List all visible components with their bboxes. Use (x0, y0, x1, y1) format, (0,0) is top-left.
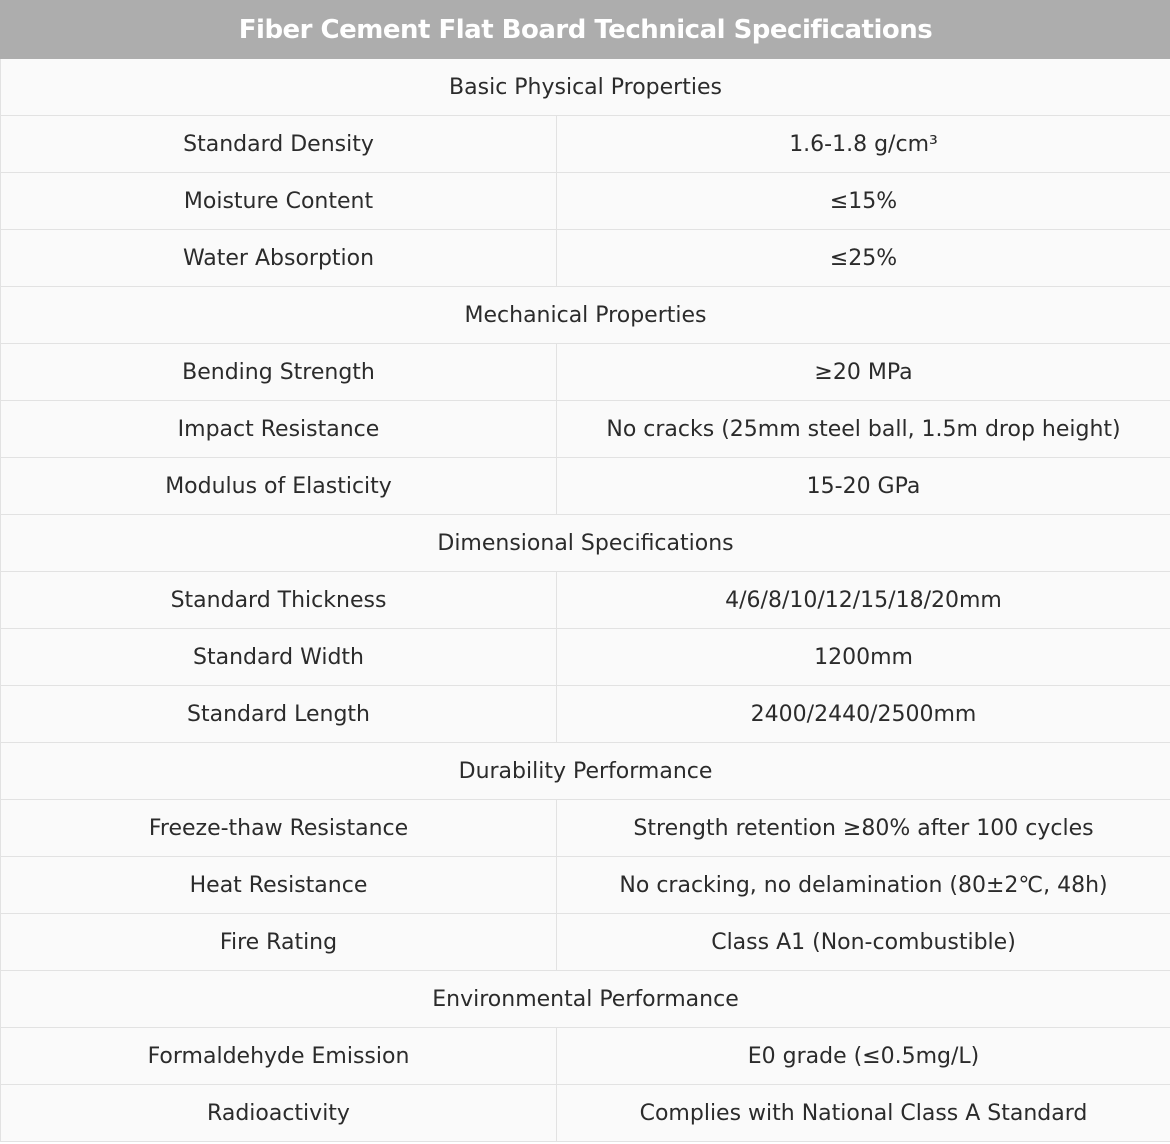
spec-label: Bending Strength (1, 344, 557, 401)
spec-label: Modulus of Elasticity (1, 458, 557, 515)
table-row (1, 629, 1170, 686)
section-header-row (1, 971, 1170, 1028)
table-title-row (1, 1, 1170, 59)
spec-value: E0 grade (≤0.5mg/L) (557, 1028, 1170, 1085)
section-title: Mechanical Properties (1, 287, 1170, 344)
spec-label: Impact Resistance (1, 401, 557, 458)
spec-label: Freeze-thaw Resistance (1, 800, 557, 857)
section-title: Basic Physical Properties (1, 59, 1170, 116)
table-row (1, 230, 1170, 287)
spec-label: Standard Density (1, 116, 557, 173)
spec-label: Standard Thickness (1, 572, 557, 629)
section-header-row (1, 743, 1170, 800)
table-row (1, 458, 1170, 515)
spec-label: Water Absorption (1, 230, 557, 287)
spec-value: Class A1 (Non-combustible) (557, 914, 1170, 971)
spec-label: Formaldehyde Emission (1, 1028, 557, 1085)
spec-value: ≤25% (557, 230, 1170, 287)
spec-value: 4/6/8/10/12/15/18/20mm (557, 572, 1170, 629)
table-body (1, 59, 1170, 1142)
spec-value: 1200mm (557, 629, 1170, 686)
spec-value: ≤15% (557, 173, 1170, 230)
section-header-row (1, 287, 1170, 344)
spec-value: No cracks (25mm steel ball, 1.5m drop height) (557, 401, 1170, 458)
section-title: Durability Performance (1, 743, 1170, 800)
spec-label: Fire Rating (1, 914, 557, 971)
spec-label: Moisture Content (1, 173, 557, 230)
section-title: Environmental Performance (1, 971, 1170, 1028)
spec-label: Radioactivity (1, 1085, 557, 1142)
table-row (1, 857, 1170, 914)
table-row (1, 800, 1170, 857)
spec-value: No cracking, no delamination (80±2℃, 48h) (557, 857, 1170, 914)
spec-value: ≥20 MPa (557, 344, 1170, 401)
table-row (1, 686, 1170, 743)
section-header-row (1, 515, 1170, 572)
table-title: Fiber Cement Flat Board Technical Specifications (1, 1, 1170, 59)
spec-value: 15-20 GPa (557, 458, 1170, 515)
section-header-row (1, 59, 1170, 116)
table-row (1, 1085, 1170, 1142)
section-title: Dimensional Specifications (1, 515, 1170, 572)
table-row (1, 116, 1170, 173)
table-row (1, 1028, 1170, 1085)
table-row (1, 572, 1170, 629)
spec-label: Standard Length (1, 686, 557, 743)
spec-value: Strength retention ≥80% after 100 cycles (557, 800, 1170, 857)
table-row (1, 401, 1170, 458)
table-row (1, 344, 1170, 401)
table-row (1, 173, 1170, 230)
spec-value: Complies with National Class A Standard (557, 1085, 1170, 1142)
spec-label: Standard Width (1, 629, 557, 686)
spec-value: 1.6-1.8 g/cm³ (557, 116, 1170, 173)
table-row (1, 914, 1170, 971)
spec-value: 2400/2440/2500mm (557, 686, 1170, 743)
spec-label: Heat Resistance (1, 857, 557, 914)
